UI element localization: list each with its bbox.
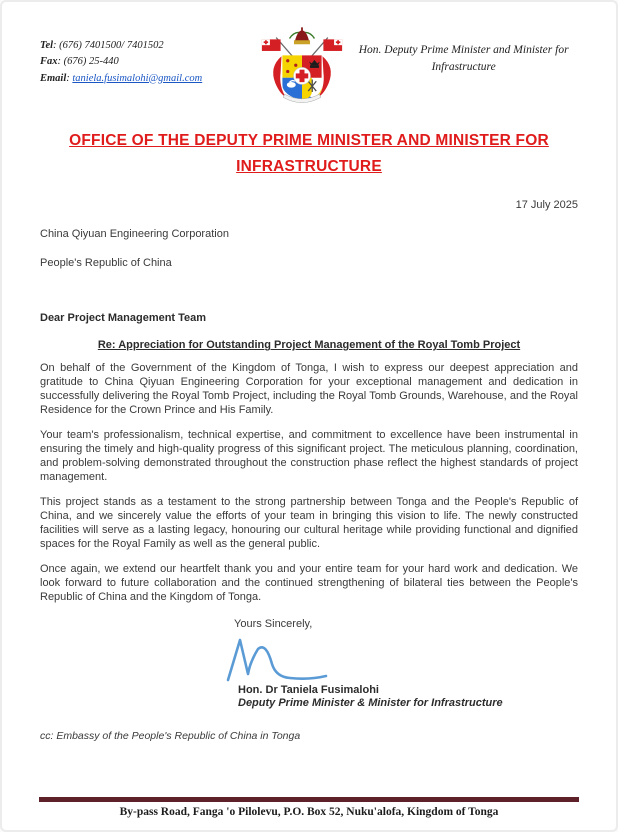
paragraph-2: Your team's professionalism, technical expertise, and commitment to excellence have been instrumental in ensuring the timely and high-quality progress of this significant project. The meticulous planning, coordination, and problem-solving demonstrated throughout the construction phase reflect the highest standards of project management. [40, 429, 578, 483]
subject-line: Re: Appreciation for Outstanding Project Management of the Royal Tomb Project [97, 339, 521, 352]
footer [2, 797, 616, 818]
signature-icon [214, 634, 578, 684]
tonga-coat-of-arms-icon [254, 26, 349, 108]
recipient-org: China Qiyuan Engineering Corporation [40, 228, 229, 241]
fax-value: : (676) 25-440 [57, 56, 119, 68]
paragraph-4: Once again, we extend our heartfelt thank you and your entire team for your hard work and dedication. We look forward to future collaboration and the continued strengthening of bilateral ties between the People's Republic of China and the Kingdom of Tonga. [40, 562, 578, 603]
closing-phrase: Yours Sincerely, [234, 617, 313, 630]
office-title: OFFICE OF THE DEPUTY PRIME MINISTER AND MINISTER FOR INFRASTRUCTURE [69, 132, 549, 175]
paragraph-1: On behalf of the Government of the Kingdom of Tonga, I wish to express our deepest appreciation and gratitude to China Qiyuan Engineering Corporation for your exceptional management and dedication in successfully delivering the Royal Tomb Project, including the Royal Tomb Grounds, Warehouse, and the Royal Residence for the Crown Prince and His Family. [40, 362, 578, 417]
minister-office-label: Hon. Deputy Prime Minister and Minister for Infrastructure [358, 44, 569, 74]
fax-label: Fax [40, 56, 58, 68]
email-separator: : [66, 72, 73, 84]
signatory-title: Deputy Prime Minister & Minister for Infrastructure [238, 696, 503, 709]
salutation: Dear Project Management Team [40, 312, 207, 325]
email-label: Email [40, 72, 67, 84]
letterhead [40, 30, 578, 108]
recipient-country: People's Republic of China [40, 257, 172, 270]
email-line [40, 71, 254, 87]
cc-line: cc: Embassy of the People's Republic of China in Tonga [40, 729, 301, 742]
signatory-name: Hon. Dr Taniela Fusimalohi [238, 683, 379, 696]
email-link[interactable]: taniela.fusimalohi@gmail.com [72, 72, 203, 84]
contact-block [40, 30, 254, 87]
tel-value: : (676) 7401500/ 7401502 [53, 40, 164, 51]
footer-divider-bar [39, 797, 579, 802]
footer-address: By-pass Road, Fanga 'o Pilolevu, P.O. Box 52, Nuku'alofa, Kingdom of Tonga [119, 806, 499, 818]
tel-line [40, 38, 254, 54]
fax-line [40, 54, 254, 70]
paragraph-3: This project stands as a testament to the strong partnership between Tonga and the People's Republic of China, and we sincerely value the efforts of your team in bringing this vision to life. The newly constructed facilities will serve as a lasting legacy, honouring our cultural heritage while providing functional and dignified spaces for the Royal Family as well as the general public. [40, 495, 578, 550]
tel-label: Tel [40, 40, 54, 51]
letter-date: 17 July 2025 [515, 199, 578, 212]
